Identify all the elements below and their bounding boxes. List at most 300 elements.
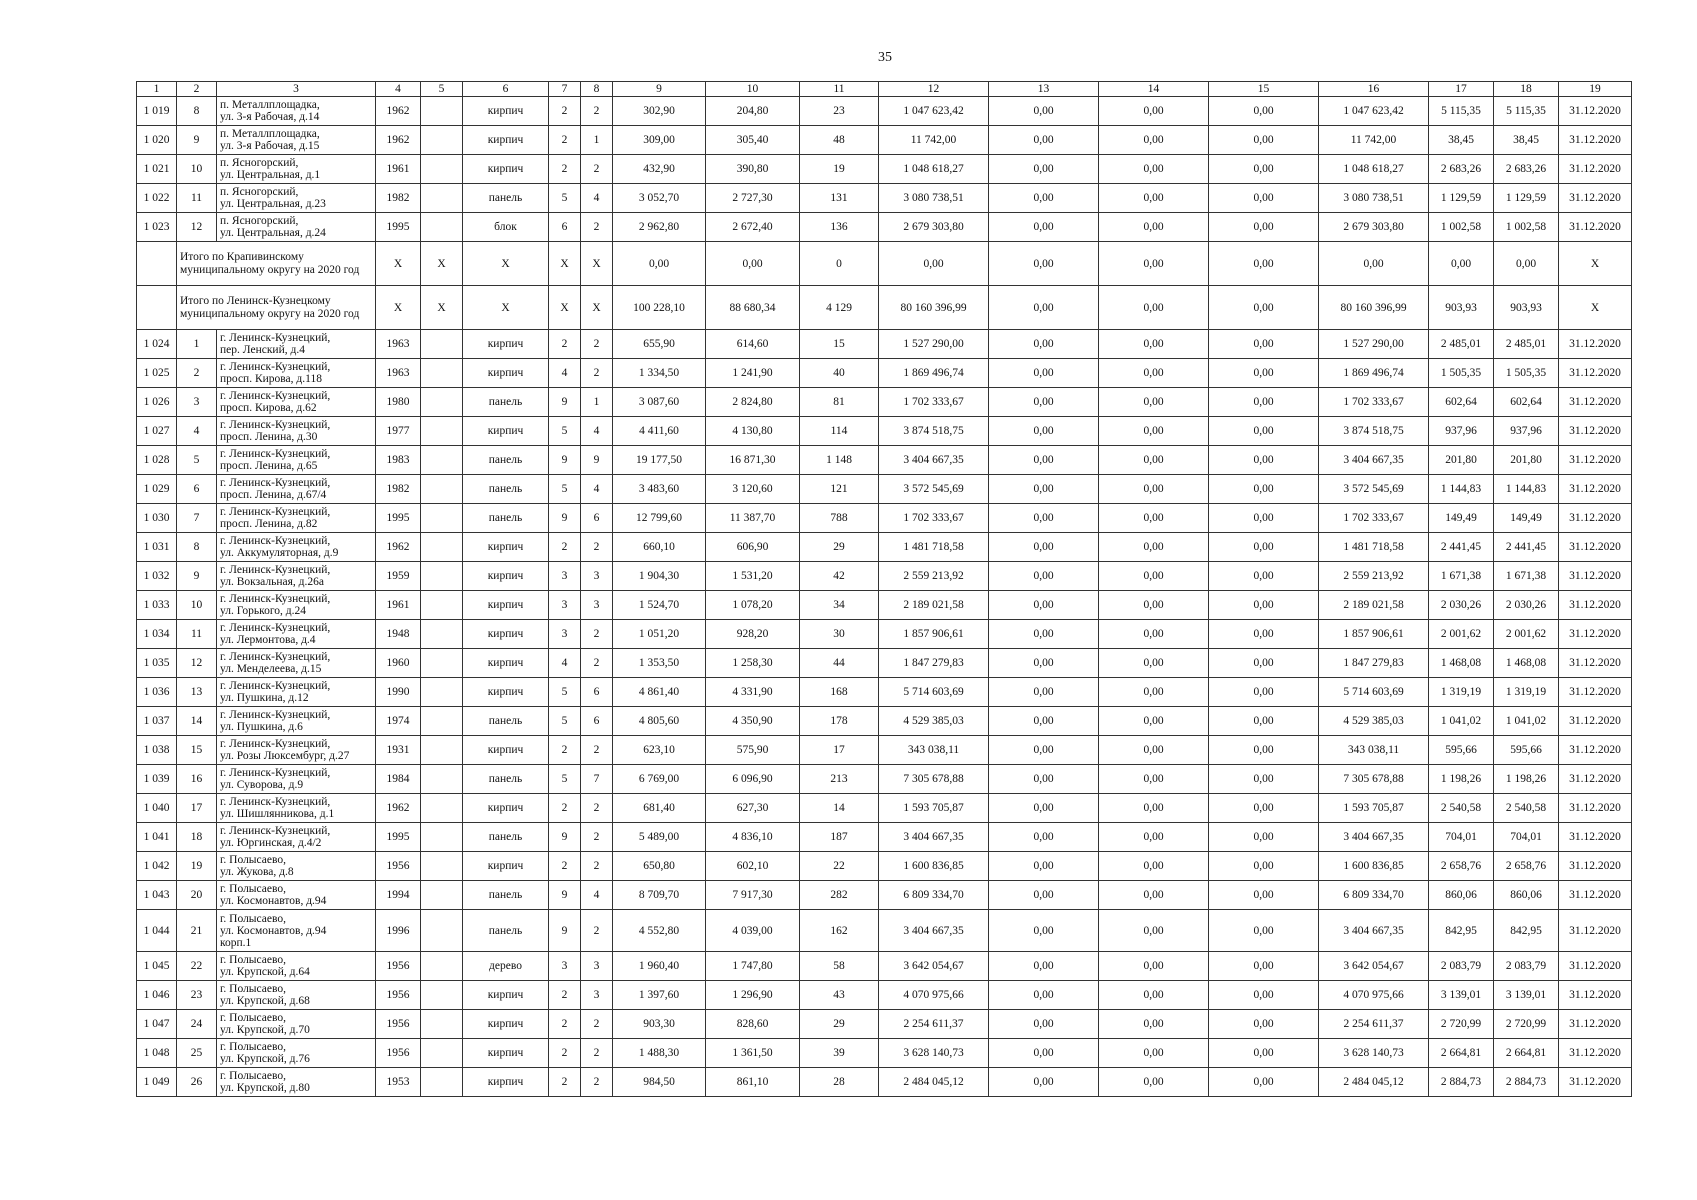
total-cost: 1 702 333,67: [879, 504, 989, 533]
wall-material: панель: [463, 881, 549, 910]
unit-cost-col17: 2 441,45: [1429, 533, 1494, 562]
year-built: 1931: [376, 736, 421, 765]
deadline-date: 31.12.2020: [1559, 330, 1632, 359]
unit-cost-col17: 1 319,19: [1429, 678, 1494, 707]
living-area: 828,60: [706, 1010, 800, 1039]
cost-col14: 0,00: [1099, 475, 1209, 504]
wall-material: кирпич: [463, 794, 549, 823]
address-cell: [217, 359, 376, 388]
total-cost: 1 869 496,74: [879, 359, 989, 388]
residents-count: 23: [800, 97, 879, 126]
total-area: 1 397,60: [613, 981, 706, 1010]
total-area: 19 177,50: [613, 446, 706, 475]
record-number: 1 042: [137, 852, 177, 881]
unit-cost-col18: 2 664,81: [1494, 1039, 1559, 1068]
residents-count: 39: [800, 1039, 879, 1068]
year-built: 1960: [376, 649, 421, 678]
cost-col16: 6 809 334,70: [1319, 881, 1429, 910]
entrances-count: 9: [581, 446, 613, 475]
entrances-count: 2: [581, 330, 613, 359]
floors-count: 3: [549, 591, 581, 620]
residents-count: 28: [800, 1068, 879, 1097]
local-number: 11: [177, 184, 217, 213]
unit-cost-col18: 1 002,58: [1494, 213, 1559, 242]
local-number: 26: [177, 1068, 217, 1097]
entrances-count: 7: [581, 765, 613, 794]
table-row: [137, 1010, 1632, 1039]
cost-col14: 0,00: [1099, 910, 1209, 952]
residents-count: 121: [800, 475, 879, 504]
floors-count: 3: [549, 562, 581, 591]
cost-col15: 0,00: [1209, 446, 1319, 475]
entrances-count: 2: [581, 620, 613, 649]
cost-col15: 0,00: [1209, 852, 1319, 881]
cost-col16: 1 048 618,27: [1319, 155, 1429, 184]
column-number-header: 16: [1319, 82, 1429, 97]
record-number: 1 039: [137, 765, 177, 794]
unit-cost-col18: 201,80: [1494, 446, 1559, 475]
unit-cost-col18: 5 115,35: [1494, 97, 1559, 126]
address-line: ул. Крупской, д.80: [220, 1082, 310, 1094]
local-number: 3: [177, 388, 217, 417]
address-line: г. Ленинск-Кузнецкий,: [220, 332, 331, 344]
residents-count: 44: [800, 649, 879, 678]
year-built: 1996: [376, 910, 421, 952]
table-row: [137, 852, 1632, 881]
year-built: 1995: [376, 823, 421, 852]
col5-cell: [421, 794, 463, 823]
total-area: 4 552,80: [613, 910, 706, 952]
address-line: г. Полысаево,: [220, 883, 286, 895]
entrances-count: 3: [581, 981, 613, 1010]
local-number: 16: [177, 765, 217, 794]
unit-cost-col17: 1 505,35: [1429, 359, 1494, 388]
col5-cell: [421, 1068, 463, 1097]
total-cost: 1 702 333,67: [879, 388, 989, 417]
living-area: 1 747,80: [706, 952, 800, 981]
address-cell: [217, 823, 376, 852]
record-number: 1 021: [137, 155, 177, 184]
total-area: 302,90: [613, 97, 706, 126]
column-number-header: 15: [1209, 82, 1319, 97]
floors-count: 3: [549, 952, 581, 981]
totals-value: X: [376, 286, 421, 330]
record-number: 1 024: [137, 330, 177, 359]
column-number-header: 18: [1494, 82, 1559, 97]
year-built: 1983: [376, 446, 421, 475]
unit-cost-col18: 2 441,45: [1494, 533, 1559, 562]
unit-cost-col17: 2 540,58: [1429, 794, 1494, 823]
total-area: 650,80: [613, 852, 706, 881]
cost-col16: 1 047 623,42: [1319, 97, 1429, 126]
living-area: 16 871,30: [706, 446, 800, 475]
table-row: [137, 388, 1632, 417]
record-number: 1 030: [137, 504, 177, 533]
cost-col13: 0,00: [989, 388, 1099, 417]
table-row: [137, 678, 1632, 707]
cost-col15: 0,00: [1209, 213, 1319, 242]
total-cost: 4 529 385,03: [879, 707, 989, 736]
wall-material: блок: [463, 213, 549, 242]
residents-count: 788: [800, 504, 879, 533]
year-built: 1974: [376, 707, 421, 736]
totals-value: X: [1559, 242, 1632, 286]
wall-material: кирпич: [463, 620, 549, 649]
deadline-date: 31.12.2020: [1559, 155, 1632, 184]
total-cost: 5 714 603,69: [879, 678, 989, 707]
deadline-date: 31.12.2020: [1559, 852, 1632, 881]
totals-value: 0,00: [1099, 286, 1209, 330]
address-cell: [217, 533, 376, 562]
cost-col13: 0,00: [989, 213, 1099, 242]
totals-value: X: [421, 242, 463, 286]
cost-col13: 0,00: [989, 649, 1099, 678]
record-number: 1 046: [137, 981, 177, 1010]
table-row: [137, 359, 1632, 388]
wall-material: кирпич: [463, 155, 549, 184]
totals-value: X: [1559, 286, 1632, 330]
local-number: 8: [177, 97, 217, 126]
wall-material: кирпич: [463, 562, 549, 591]
total-cost: 343 038,11: [879, 736, 989, 765]
record-number: 1 028: [137, 446, 177, 475]
deadline-date: 31.12.2020: [1559, 591, 1632, 620]
cost-col13: 0,00: [989, 765, 1099, 794]
address-cell: [217, 952, 376, 981]
address-line: г. Ленинск-Кузнецкий,: [220, 564, 331, 576]
address-line: г. Полысаево,: [220, 1070, 286, 1082]
entrances-count: 2: [581, 155, 613, 184]
col5-cell: [421, 852, 463, 881]
address-cell: [217, 213, 376, 242]
column-number-header-row: [137, 82, 1632, 97]
floors-count: 5: [549, 184, 581, 213]
entrances-count: 2: [581, 910, 613, 952]
record-number: 1 031: [137, 533, 177, 562]
local-number: 8: [177, 533, 217, 562]
col5-cell: [421, 446, 463, 475]
cost-col14: 0,00: [1099, 952, 1209, 981]
local-number: 1: [177, 330, 217, 359]
address-line: п. Ясногорский,: [220, 186, 299, 198]
totals-value: X: [549, 242, 581, 286]
unit-cost-col17: 2 030,26: [1429, 591, 1494, 620]
record-number: 1 040: [137, 794, 177, 823]
cost-col15: 0,00: [1209, 126, 1319, 155]
living-area: 7 917,30: [706, 881, 800, 910]
year-built: 1994: [376, 881, 421, 910]
living-area: 204,80: [706, 97, 800, 126]
cost-col13: 0,00: [989, 678, 1099, 707]
totals-value: 903,93: [1429, 286, 1494, 330]
entrances-count: 2: [581, 794, 613, 823]
col5-cell: [421, 707, 463, 736]
local-number: 10: [177, 591, 217, 620]
local-number: 14: [177, 707, 217, 736]
cost-col14: 0,00: [1099, 446, 1209, 475]
record-number: 1 035: [137, 649, 177, 678]
table-row: [137, 184, 1632, 213]
unit-cost-col18: 860,06: [1494, 881, 1559, 910]
address-cell: [217, 649, 376, 678]
address-line: ул. Крупской, д.76: [220, 1053, 310, 1065]
cost-col15: 0,00: [1209, 620, 1319, 649]
col5-cell: [421, 562, 463, 591]
unit-cost-col17: 1 002,58: [1429, 213, 1494, 242]
table-body-totals: [137, 242, 1632, 330]
residents-count: 131: [800, 184, 879, 213]
total-cost: 7 305 678,88: [879, 765, 989, 794]
col5-cell: [421, 359, 463, 388]
total-area: 432,90: [613, 155, 706, 184]
cost-col14: 0,00: [1099, 649, 1209, 678]
record-number: 1 043: [137, 881, 177, 910]
local-number: 7: [177, 504, 217, 533]
column-number-header: 19: [1559, 82, 1632, 97]
totals-value: 0,00: [706, 242, 800, 286]
living-area: 1 361,50: [706, 1039, 800, 1068]
totals-value: 0,00: [1429, 242, 1494, 286]
address-cell: [217, 881, 376, 910]
total-cost: 1 600 836,85: [879, 852, 989, 881]
residents-count: 14: [800, 794, 879, 823]
deadline-date: 31.12.2020: [1559, 446, 1632, 475]
column-number-header: 14: [1099, 82, 1209, 97]
cost-col14: 0,00: [1099, 126, 1209, 155]
year-built: 1956: [376, 952, 421, 981]
floors-count: 2: [549, 330, 581, 359]
col5-cell: [421, 184, 463, 213]
cost-col15: 0,00: [1209, 417, 1319, 446]
total-cost: 3 642 054,67: [879, 952, 989, 981]
cost-col13: 0,00: [989, 359, 1099, 388]
living-area: 4 350,90: [706, 707, 800, 736]
address-cell: [217, 446, 376, 475]
address-line: г. Ленинск-Кузнецкий,: [220, 709, 331, 721]
floors-count: 2: [549, 1010, 581, 1039]
unit-cost-col17: 937,96: [1429, 417, 1494, 446]
cost-col14: 0,00: [1099, 981, 1209, 1010]
cost-col15: 0,00: [1209, 952, 1319, 981]
entrances-count: 3: [581, 591, 613, 620]
address-line: г. Ленинск-Кузнецкий,: [220, 448, 331, 460]
record-number: 1 036: [137, 678, 177, 707]
year-built: 1990: [376, 678, 421, 707]
unit-cost-col17: 1 144,83: [1429, 475, 1494, 504]
total-area: 1 051,20: [613, 620, 706, 649]
cost-col13: 0,00: [989, 533, 1099, 562]
living-area: 606,90: [706, 533, 800, 562]
unit-cost-col18: 1 319,19: [1494, 678, 1559, 707]
residents-count: 187: [800, 823, 879, 852]
table-row: [137, 330, 1632, 359]
totals-value: 4 129: [800, 286, 879, 330]
cost-col14: 0,00: [1099, 388, 1209, 417]
living-area: 4 836,10: [706, 823, 800, 852]
floors-count: 2: [549, 1039, 581, 1068]
floors-count: 2: [549, 794, 581, 823]
cost-col15: 0,00: [1209, 707, 1319, 736]
living-area: 4 130,80: [706, 417, 800, 446]
record-number: 1 032: [137, 562, 177, 591]
residents-count: 17: [800, 736, 879, 765]
table-row: [137, 155, 1632, 184]
cost-col15: 0,00: [1209, 359, 1319, 388]
local-number: 20: [177, 881, 217, 910]
cost-col13: 0,00: [989, 981, 1099, 1010]
col5-cell: [421, 330, 463, 359]
unit-cost-col18: 149,49: [1494, 504, 1559, 533]
cost-col16: 3 404 667,35: [1319, 823, 1429, 852]
unit-cost-col18: 704,01: [1494, 823, 1559, 852]
unit-cost-col17: 2 720,99: [1429, 1010, 1494, 1039]
unit-cost-col18: 1 144,83: [1494, 475, 1559, 504]
address-line: просп. Ленина, д.30: [220, 431, 318, 443]
totals-label: Итого по Крапивинскому муниципальному округу на 2020 год: [177, 242, 376, 286]
deadline-date: 31.12.2020: [1559, 707, 1632, 736]
address-line: п. Металлплощадка,: [220, 128, 320, 140]
residents-count: 178: [800, 707, 879, 736]
unit-cost-col18: 1 671,38: [1494, 562, 1559, 591]
total-area: 4 411,60: [613, 417, 706, 446]
year-built: 1962: [376, 794, 421, 823]
col5-cell: [421, 649, 463, 678]
table-row: [137, 881, 1632, 910]
total-area: 2 962,80: [613, 213, 706, 242]
residents-count: 282: [800, 881, 879, 910]
col5-cell: [421, 126, 463, 155]
cost-col15: 0,00: [1209, 881, 1319, 910]
unit-cost-col17: 2 083,79: [1429, 952, 1494, 981]
col5-cell: [421, 1039, 463, 1068]
cost-col15: 0,00: [1209, 823, 1319, 852]
table-row: [137, 649, 1632, 678]
total-cost: 11 742,00: [879, 126, 989, 155]
total-area: 903,30: [613, 1010, 706, 1039]
living-area: 928,20: [706, 620, 800, 649]
wall-material: кирпич: [463, 533, 549, 562]
column-number-header: 4: [376, 82, 421, 97]
unit-cost-col17: 595,66: [1429, 736, 1494, 765]
total-area: 3 087,60: [613, 388, 706, 417]
record-number: 1 038: [137, 736, 177, 765]
col5-cell: [421, 97, 463, 126]
column-number-header: 12: [879, 82, 989, 97]
year-built: 1959: [376, 562, 421, 591]
address-line: ул. Центральная, д.1: [220, 169, 321, 181]
living-area: 4 331,90: [706, 678, 800, 707]
column-number-header: 7: [549, 82, 581, 97]
cost-col15: 0,00: [1209, 533, 1319, 562]
floors-count: 2: [549, 981, 581, 1010]
cost-col15: 0,00: [1209, 1010, 1319, 1039]
deadline-date: 31.12.2020: [1559, 765, 1632, 794]
wall-material: кирпич: [463, 359, 549, 388]
wall-material: кирпич: [463, 678, 549, 707]
table-row: [137, 1068, 1632, 1097]
local-number: 9: [177, 126, 217, 155]
deadline-date: 31.12.2020: [1559, 533, 1632, 562]
cost-col15: 0,00: [1209, 388, 1319, 417]
cost-col13: 0,00: [989, 330, 1099, 359]
table-row: [137, 126, 1632, 155]
cost-col13: 0,00: [989, 1068, 1099, 1097]
cost-col16: 5 714 603,69: [1319, 678, 1429, 707]
total-cost: 1 593 705,87: [879, 794, 989, 823]
cost-col13: 0,00: [989, 562, 1099, 591]
year-built: 1961: [376, 155, 421, 184]
year-built: 1962: [376, 533, 421, 562]
local-number: 12: [177, 649, 217, 678]
total-cost: 3 080 738,51: [879, 184, 989, 213]
unit-cost-col17: 704,01: [1429, 823, 1494, 852]
address-cell: [217, 155, 376, 184]
cost-col15: 0,00: [1209, 678, 1319, 707]
floors-count: 2: [549, 736, 581, 765]
totals-value: 903,93: [1494, 286, 1559, 330]
unit-cost-col18: 1 041,02: [1494, 707, 1559, 736]
year-built: 1963: [376, 330, 421, 359]
cost-col16: 1 600 836,85: [1319, 852, 1429, 881]
local-number: 19: [177, 852, 217, 881]
record-number: 1 019: [137, 97, 177, 126]
table-row: [137, 910, 1632, 952]
cost-col13: 0,00: [989, 794, 1099, 823]
address-line: г. Ленинск-Кузнецкий,: [220, 361, 331, 373]
living-area: 575,90: [706, 736, 800, 765]
floors-count: 9: [549, 388, 581, 417]
year-built: 1956: [376, 981, 421, 1010]
residents-count: 136: [800, 213, 879, 242]
year-built: 1956: [376, 852, 421, 881]
year-built: 1963: [376, 359, 421, 388]
floors-count: 9: [549, 446, 581, 475]
table-row: [137, 765, 1632, 794]
column-number-header: 13: [989, 82, 1099, 97]
address-line: ул. Крупской, д.70: [220, 1024, 310, 1036]
deadline-date: 31.12.2020: [1559, 97, 1632, 126]
residents-count: 34: [800, 591, 879, 620]
deadline-date: 31.12.2020: [1559, 620, 1632, 649]
address-line: п. Металлплощадка,: [220, 99, 320, 111]
local-number: 23: [177, 981, 217, 1010]
entrances-count: 1: [581, 388, 613, 417]
floors-count: 5: [549, 417, 581, 446]
totals-value: 0,00: [1209, 242, 1319, 286]
cost-col15: 0,00: [1209, 1039, 1319, 1068]
cost-col14: 0,00: [1099, 562, 1209, 591]
unit-cost-col17: 1 198,26: [1429, 765, 1494, 794]
living-area: 2 727,30: [706, 184, 800, 213]
address-cell: [217, 620, 376, 649]
cost-col16: 2 189 021,58: [1319, 591, 1429, 620]
unit-cost-col17: 2 664,81: [1429, 1039, 1494, 1068]
entrances-count: 2: [581, 823, 613, 852]
cost-col14: 0,00: [1099, 591, 1209, 620]
total-area: 655,90: [613, 330, 706, 359]
cost-col16: 3 642 054,67: [1319, 952, 1429, 981]
cost-col16: 1 857 906,61: [1319, 620, 1429, 649]
cost-col14: 0,00: [1099, 213, 1209, 242]
entrances-count: 3: [581, 562, 613, 591]
floors-count: 5: [549, 765, 581, 794]
deadline-date: 31.12.2020: [1559, 1039, 1632, 1068]
living-area: 602,10: [706, 852, 800, 881]
living-area: 1 296,90: [706, 981, 800, 1010]
address-cell: [217, 504, 376, 533]
floors-count: 2: [549, 852, 581, 881]
unit-cost-col17: 5 115,35: [1429, 97, 1494, 126]
